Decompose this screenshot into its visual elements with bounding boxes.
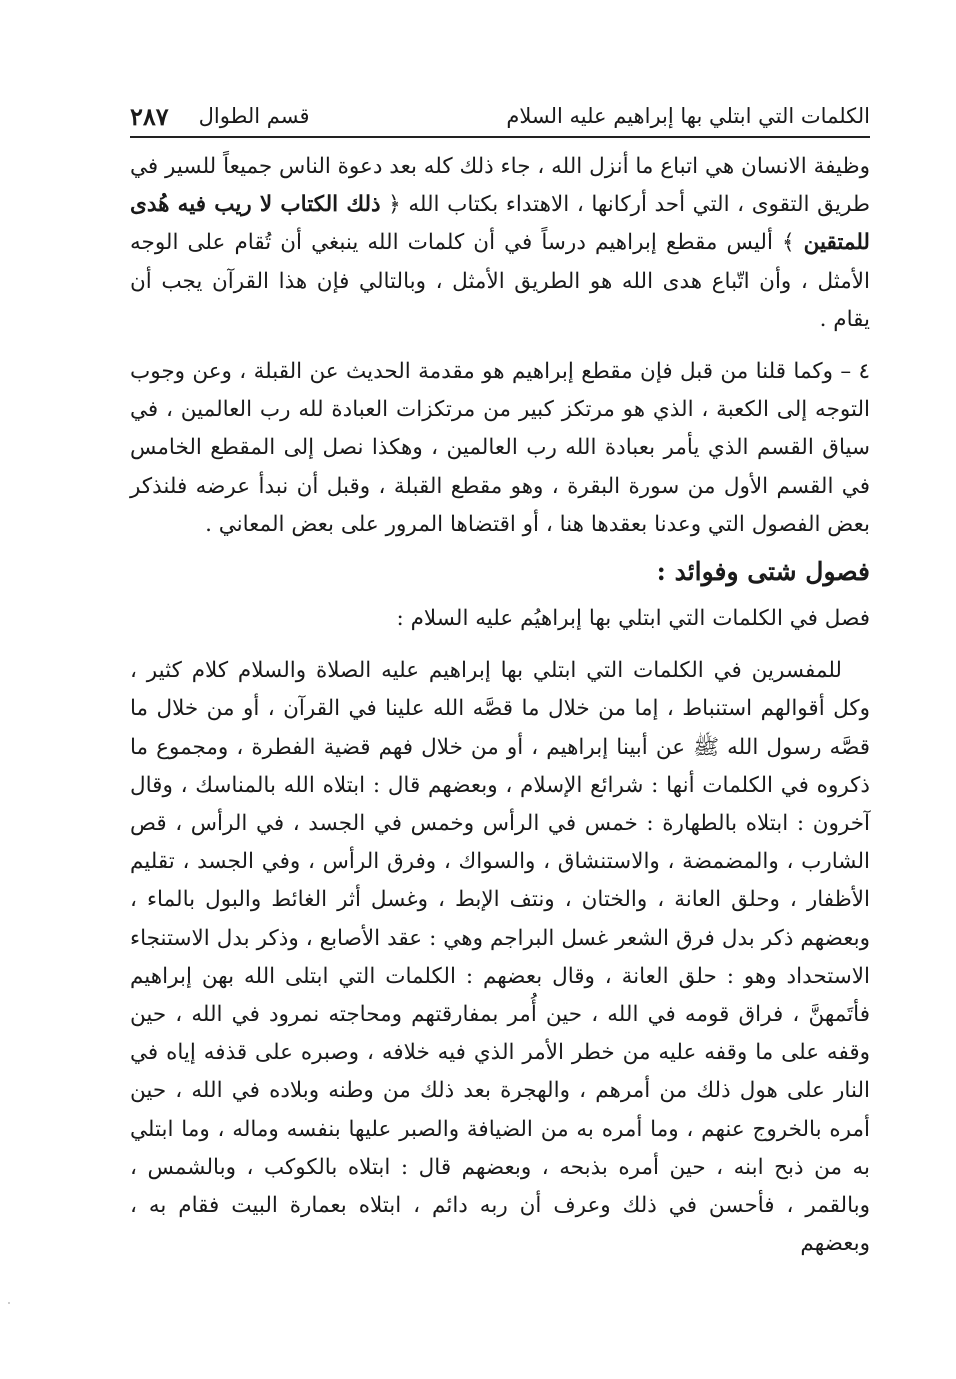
running-header [130,96,870,138]
section-heading: فصول شتى وفوائد : [656,557,870,587]
paragraph-3: للمفسرين في الكلمات التي ابتلي بها إبراهيم عليه الصلاة والسلام كلام كثير ، وكل أقوالهم استنباط ، إما من خلال ما قصَّه الله علينا في القرآن ، أو من خلال ما قصَّه رسول الله ﷺ عن أبينا إبراهيم ، أو من خلال فهم قضية الفطرة ، ومجموع ما ذكروه في الكلمات أنها : شرائع الإسلام ، وبعضهم قال : ابتلاه الله بالمناسك ، وقال آخرون : ابتلاه بالطهارة : خمس في الرأس وخمس في الجسد ، في الرأس ، قص الشارب ، والمضمضة ، والاستنشاق ، والسواك ، وفرق الرأس ، وفي الجسد ، تقليم الأظفار ، وحلق العانة ، والختان ، ونتف الإبط ، وغسل أثر الغائط والبول بالماء ، وبعضهم ذكر بدل فرق الشعر غسل البراجم وهي : عقد الأصابع ، وذكر بدل الاستنجاء الاستحداد وهو : حلق العانة ، وقال بعضهم : الكلمات التي ابتلى الله بهن إبراهيم فأتَمهنَّ ، فراق قومه في الله ، حين أُمر بمفارقتهم ومحاجته نمرود في الله ، حين وقفه على ما وقفه عليه من خطر الأمر الذي فيه خلافه ، وصبره على قذفه إياه في النار على هول ذلك من أمرهم ، والهجرة بعد ذلك من وطنه وبلاده في الله ، حين أمره بالخروج عنهم ، وما أمره به من الضيافة والصبر عليها بنفسه وماله ، وما ابتلي به من ذبح ابنه ، حين أمره بذبحه ، وبعضهم قال : ابتلاه بالكوكب ، وبالشمس ، وبالقمر ، فأحسن في ذلك وعرف أن ربه دائم ، ابتلاه بعمارة البيت فقام به ، وبعضهم [130,658,870,1257]
paragraph-1 [130,148,870,339]
chapter-title: الكلمات التي ابتلي بها إبراهيم عليه السلام [506,104,870,128]
subsection-heading: فصل في الكلمات التي ابتلي بها إبراهيُم عليه السلام : [396,606,870,632]
page-body [130,148,870,1263]
page-number: ٢٨٧ [130,101,169,131]
header-left-group [130,102,310,131]
scan-mark [8,1302,10,1304]
quran-quote: ذلك الكتاب لا ريب فيه هُدى للمتقين [130,192,870,256]
section-title: قسم الطوال [198,104,310,128]
paragraph-1-part-1: وظيفة الانسان هي اتباع ما أنزل الله ، جاء ذلك كله بعد دعوة الناس جميعاً للسير في طريق التقوى ، التي أحد أركانها ، الاهتداء بكتاب الله ﴿ [130,154,870,218]
paragraph-2: ٤ – وكما قلنا من قبل فإن مقطع إبراهيم هو مقدمة الحديث عن القبلة ، وعن وجوب التوجه إلى الكعبة ، الذي هو مرتكز كبير من مرتكزات العبادة لله رب العالمين ، في سياق القسم الذي يأمر بعبادة الله رب العالمين ، وهكذا نصل إلى المقطع الخامس في القسم الأول من سورة البقرة ، وهو مقطع القبلة ، وقبل أن نبدأ عرضه فلنذكر بعض الفصول التي وعدنا بعقدها هنا ، أو اقتضاها المرور على بعض المعاني . [130,359,870,537]
paragraph-1-part-2: ﴾ أليس مقطع إبراهيم درساً في أن كلمات الله ينبغي أن تُقام على الوجه الأمثل ، وأن اتّباع هدى الله هو الطريق الأمثل ، وبالتالي فإن هذا القرآن يجب أن يقام . [130,230,870,332]
